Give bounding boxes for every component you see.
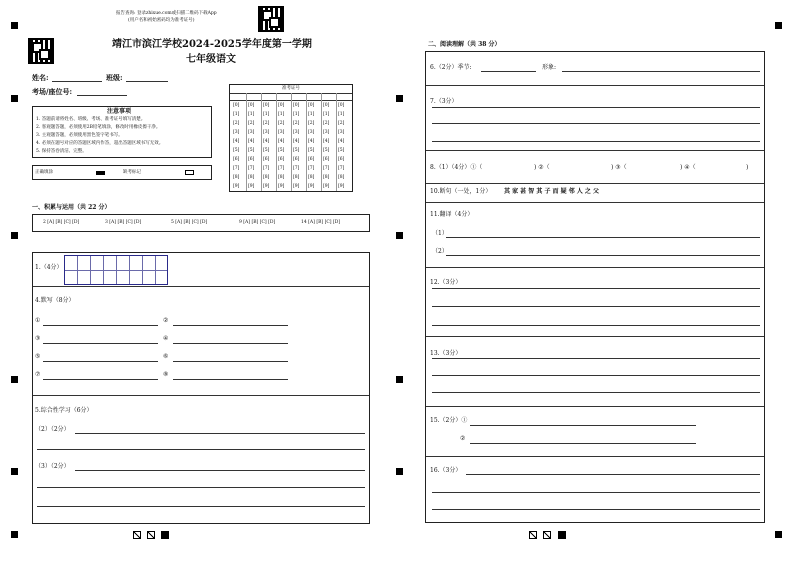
q5-2-blank[interactable] xyxy=(75,433,365,434)
q12-blank[interactable] xyxy=(432,325,760,326)
digit-bubble[interactable]: [3] xyxy=(293,130,300,135)
digit-bubble[interactable]: [9] xyxy=(293,184,300,189)
position-marker xyxy=(775,531,782,538)
digit-bubble[interactable]: [2] xyxy=(263,121,270,126)
digit-bubble[interactable]: [3] xyxy=(338,130,345,135)
digit-bubble[interactable]: [0] xyxy=(323,103,330,108)
correct-fill-label: 正确填涂 xyxy=(35,170,53,175)
section2-title: 二、阅读理解（共 38 分） xyxy=(428,41,501,48)
q16-label: 16.（3分） xyxy=(430,467,462,474)
notice-item: 5. 保持答卷清洁、完整。 xyxy=(36,149,87,154)
digit-bubble[interactable]: [0] xyxy=(278,103,285,108)
q5-3-label: （3）（2分） xyxy=(35,463,70,470)
q1-label: 1.（4分） xyxy=(35,264,63,271)
digit-bubble[interactable]: [5] xyxy=(293,148,300,153)
q4-blank[interactable] xyxy=(43,379,158,380)
digit-bubble[interactable]: [1] xyxy=(323,112,330,117)
divider xyxy=(426,456,764,457)
divider xyxy=(33,286,369,287)
q12-blank[interactable] xyxy=(432,288,760,289)
digit-bubble[interactable]: [6] xyxy=(323,157,330,162)
q6-label: 6.（2分）季节: xyxy=(430,64,472,71)
digit-bubble[interactable]: [5] xyxy=(278,148,285,153)
notice-item: 1. 答题前请将姓名、班级、考场、准考证号填写清楚。 xyxy=(36,117,146,122)
q11-1-label: （1） xyxy=(432,230,448,237)
q15-2-blank[interactable] xyxy=(470,443,696,444)
digit-bubble[interactable]: [7] xyxy=(323,166,330,171)
digit-bubble[interactable]: [3] xyxy=(323,130,330,135)
q4-mark: ⑤ xyxy=(35,353,41,360)
digit-bubble[interactable]: [6] xyxy=(278,157,285,162)
name-field[interactable] xyxy=(52,81,102,82)
position-marker xyxy=(775,22,782,29)
q7-blank[interactable] xyxy=(432,123,760,124)
column-divider xyxy=(276,93,277,191)
position-marker xyxy=(11,95,18,102)
digit-bubble[interactable]: [5] xyxy=(323,148,330,153)
column-divider xyxy=(291,93,292,191)
digit-bubble[interactable]: [5] xyxy=(263,148,270,153)
digit-bubble[interactable]: [6] xyxy=(263,157,270,162)
q11-1-blank[interactable] xyxy=(446,237,760,238)
digit-bubble[interactable]: [2] xyxy=(248,121,255,126)
admission-title: 准考证号 xyxy=(282,86,300,91)
position-marker xyxy=(396,468,403,475)
q1-grid[interactable] xyxy=(64,255,168,285)
notice-box xyxy=(32,106,212,158)
q13-label: 13.（3分） xyxy=(430,350,462,357)
column-divider xyxy=(246,93,247,191)
digit-bubble[interactable]: [2] xyxy=(338,121,345,126)
digit-bubble[interactable]: [0] xyxy=(338,103,345,108)
q4-label: 4.默写（8分） xyxy=(35,297,75,304)
page-marker-icon xyxy=(161,531,169,539)
digit-bubble[interactable]: [6] xyxy=(248,157,255,162)
q16-blank[interactable] xyxy=(432,492,760,493)
page-marker-icon xyxy=(558,531,566,539)
q8-label: 8.（1）（4分）①（ xyxy=(430,164,483,171)
q6-season-blank[interactable] xyxy=(481,71,536,72)
fill-example-box xyxy=(32,165,212,180)
page-marker-icon xyxy=(133,531,141,539)
q4-blank[interactable] xyxy=(43,361,158,362)
divider xyxy=(426,336,764,337)
digit-bubble[interactable]: [7] xyxy=(233,166,240,171)
position-marker xyxy=(396,232,403,239)
digit-bubble[interactable]: [5] xyxy=(338,148,345,153)
digit-bubble[interactable]: [4] xyxy=(263,139,270,144)
digit-bubble[interactable]: [6] xyxy=(308,157,315,162)
page-marker-icon xyxy=(529,531,537,539)
digit-bubble[interactable]: [4] xyxy=(323,139,330,144)
digit-bubble[interactable]: [1] xyxy=(263,112,270,117)
choice-answer-box xyxy=(32,214,370,232)
digit-bubble[interactable]: [1] xyxy=(248,112,255,117)
digit-bubble[interactable]: [0] xyxy=(293,103,300,108)
digit-bubble[interactable]: [4] xyxy=(308,139,315,144)
q12-label: 12.（3分） xyxy=(430,279,462,286)
admission-number-grid xyxy=(229,84,353,192)
q7-blank[interactable] xyxy=(432,107,760,108)
q4-blank[interactable] xyxy=(173,325,288,326)
choice-q5[interactable]: 5 [A] [B] [C] [D] xyxy=(171,220,208,225)
q7-blank[interactable] xyxy=(432,141,760,142)
q4-mark: ② xyxy=(163,317,169,324)
position-marker xyxy=(11,22,18,29)
digit-bubble[interactable]: [1] xyxy=(293,112,300,117)
q5-3-blank[interactable] xyxy=(37,487,365,488)
divider xyxy=(426,267,764,268)
digit-bubble[interactable]: [4] xyxy=(293,139,300,144)
digit-bubble[interactable]: [3] xyxy=(233,130,240,135)
q11-2-label: （2） xyxy=(432,248,448,255)
digit-bubble[interactable]: [8] xyxy=(233,175,240,180)
subject-title: 七年级语文 xyxy=(186,54,236,65)
digit-bubble[interactable]: [8] xyxy=(338,175,345,180)
q16-blank[interactable] xyxy=(432,509,760,510)
digit-bubble[interactable]: [9] xyxy=(338,184,345,189)
qr-code-icon xyxy=(258,6,284,32)
digit-bubble[interactable]: [0] xyxy=(263,103,270,108)
q15-2-label: ② xyxy=(460,435,466,442)
digit-bubble[interactable]: [2] xyxy=(278,121,285,126)
q13-blank[interactable] xyxy=(432,375,760,376)
room-seat-field[interactable] xyxy=(77,95,127,96)
q4-mark: ① xyxy=(35,317,41,324)
digit-bubble[interactable]: [7] xyxy=(338,166,345,171)
digit-bubble[interactable]: [7] xyxy=(263,166,270,171)
digit-bubble[interactable]: [8] xyxy=(293,175,300,180)
q15-label: 15.（2分）① xyxy=(430,417,468,424)
digit-bubble[interactable]: [0] xyxy=(233,103,240,108)
q13-blank[interactable] xyxy=(432,358,760,359)
divider xyxy=(426,202,764,203)
notice-title: 注意事项 xyxy=(107,108,132,115)
q6-image-label: 形象: xyxy=(542,64,557,71)
q5-2-label: （2）（2分） xyxy=(35,426,70,433)
digit-bubble[interactable]: [7] xyxy=(248,166,255,171)
name-label: 姓名: xyxy=(32,73,49,82)
q16-blank[interactable] xyxy=(466,474,760,475)
digit-bubble[interactable]: [0] xyxy=(248,103,255,108)
digit-bubble[interactable]: [2] xyxy=(323,121,330,126)
q4-blank[interactable] xyxy=(43,325,158,326)
missing-exam-checkbox[interactable] xyxy=(185,170,194,175)
answer-area-left xyxy=(32,252,370,524)
q11-2-blank[interactable] xyxy=(446,255,760,256)
digit-bubble[interactable]: [8] xyxy=(323,175,330,180)
q10-label: 10.断句（一处，1分） xyxy=(430,188,492,195)
q5-2-blank[interactable] xyxy=(37,449,365,450)
q8-part: ) xyxy=(746,164,749,171)
digit-bubble[interactable]: [3] xyxy=(263,130,270,135)
digit-bubble[interactable]: [9] xyxy=(233,184,240,189)
digit-bubble[interactable]: [5] xyxy=(233,148,240,153)
school-title: 靖江市滨江学校2024-2025学年度第一学期 xyxy=(112,39,312,50)
digit-bubble[interactable]: [9] xyxy=(248,184,255,189)
login-note: (用户名和初始密码均为准考证号) xyxy=(128,18,195,23)
q8-part: ) ④（ xyxy=(680,164,696,171)
q4-mark: ④ xyxy=(163,335,169,342)
choice-q14[interactable]: 14 [A] [B] [C] [D] xyxy=(301,220,341,225)
room-seat-label: 考场/座位号: xyxy=(32,87,73,96)
q4-blank[interactable] xyxy=(173,379,288,380)
position-marker xyxy=(396,95,403,102)
divider xyxy=(426,85,764,86)
digit-bubble[interactable]: [2] xyxy=(233,121,240,126)
divider xyxy=(33,395,369,396)
missing-exam-label: 缺考标记 xyxy=(123,170,141,175)
q15-1-blank[interactable] xyxy=(470,425,696,426)
q12-blank[interactable] xyxy=(432,306,760,307)
q4-mark: ⑦ xyxy=(35,371,41,378)
column-divider xyxy=(306,93,307,191)
digit-bubble[interactable]: [2] xyxy=(293,121,300,126)
digit-bubble[interactable]: [1] xyxy=(338,112,345,117)
class-label: 班级: xyxy=(106,73,123,82)
digit-bubble[interactable]: [4] xyxy=(233,139,240,144)
digit-bubble[interactable]: [8] xyxy=(248,175,255,180)
digit-bubble[interactable]: [5] xyxy=(248,148,255,153)
digit-bubble[interactable]: [4] xyxy=(248,139,255,144)
q4-blank[interactable] xyxy=(43,343,158,344)
digit-bubble[interactable]: [7] xyxy=(308,166,315,171)
q8-part: ) ②（ xyxy=(534,164,550,171)
position-marker xyxy=(396,376,403,383)
q13-blank[interactable] xyxy=(432,392,760,393)
position-marker xyxy=(11,468,18,475)
digit-bubble[interactable]: [3] xyxy=(278,130,285,135)
q5-3-blank[interactable] xyxy=(75,470,365,471)
q10-sentence[interactable]: 其 家 甚 智 其 子 而 疑 邻 人 之 父 xyxy=(504,188,599,195)
report-query-note: 报告查询: 登录zhixue.com或扫描二维码下载App xyxy=(116,11,217,16)
digit-bubble[interactable]: [4] xyxy=(338,139,345,144)
divider xyxy=(426,150,764,151)
q4-blank[interactable] xyxy=(173,361,288,362)
divider xyxy=(426,183,764,184)
notice-item: 2. 客观题答题，必须使用2B铅笔填涂，修改时用橡皮擦干净。 xyxy=(36,125,161,130)
correct-fill-mark xyxy=(96,171,105,175)
choice-q3[interactable]: 3 [A] [B] [C] [D] xyxy=(105,220,142,225)
digit-bubble[interactable]: [1] xyxy=(233,112,240,117)
digit-bubble[interactable]: [0] xyxy=(308,103,315,108)
digit-bubble[interactable]: [7] xyxy=(278,166,285,171)
digit-bubble[interactable]: [1] xyxy=(278,112,285,117)
q4-mark: ③ xyxy=(35,335,41,342)
digit-bubble[interactable]: [9] xyxy=(308,184,315,189)
digit-bubble[interactable]: [3] xyxy=(308,130,315,135)
class-field[interactable] xyxy=(126,81,168,82)
digit-bubble[interactable]: [8] xyxy=(278,175,285,180)
q5-3-blank[interactable] xyxy=(37,506,365,507)
digit-bubble[interactable]: [6] xyxy=(338,157,345,162)
q11-label: 11.翻译（4分） xyxy=(430,211,474,218)
digit-bubble[interactable]: [3] xyxy=(248,130,255,135)
digit-bubble[interactable]: [7] xyxy=(293,166,300,171)
digit-bubble[interactable]: [6] xyxy=(233,157,240,162)
digit-bubble[interactable]: [5] xyxy=(308,148,315,153)
page-marker-icon xyxy=(147,531,155,539)
q6-image-blank[interactable] xyxy=(562,71,760,72)
q4-blank[interactable] xyxy=(173,343,288,344)
q8-part: ) ③（ xyxy=(611,164,627,171)
position-marker xyxy=(11,531,18,538)
column-divider xyxy=(336,93,337,191)
notice-item: 4. 必须在题号对应的答题区域内作答，超出答题区域书写无效。 xyxy=(36,141,164,146)
digit-bubble[interactable]: [9] xyxy=(278,184,285,189)
digit-bubble[interactable]: [2] xyxy=(308,121,315,126)
answer-area-right xyxy=(425,51,765,523)
digit-bubble[interactable]: [9] xyxy=(263,184,270,189)
page-marker-icon xyxy=(543,531,551,539)
digit-bubble[interactable]: [8] xyxy=(308,175,315,180)
divider xyxy=(426,406,764,407)
column-divider xyxy=(261,93,262,191)
digit-bubble[interactable]: [9] xyxy=(323,184,330,189)
q4-mark: ⑧ xyxy=(163,371,169,378)
notice-item: 3. 主观题答题，必须使用黑色签字笔书写。 xyxy=(36,133,123,138)
position-marker xyxy=(11,232,18,239)
position-marker xyxy=(11,376,18,383)
choice-q9[interactable]: 9 [A] [B] [C] [D] xyxy=(239,220,276,225)
q4-mark: ⑥ xyxy=(163,353,169,360)
choice-q2[interactable]: 2 [A] [B] [C] [D] xyxy=(43,220,80,225)
digit-bubble[interactable]: [8] xyxy=(263,175,270,180)
digit-bubble[interactable]: [1] xyxy=(308,112,315,117)
section1-title: 一、积累与运用（共 22 分） xyxy=(32,204,111,211)
qr-code-icon xyxy=(28,38,54,64)
digit-bubble[interactable]: [6] xyxy=(293,157,300,162)
q7-label: 7.（3分） xyxy=(430,98,458,105)
q5-label: 5.综合性学习（6分） xyxy=(35,407,93,414)
column-divider xyxy=(321,93,322,191)
digit-bubble[interactable]: [4] xyxy=(278,139,285,144)
